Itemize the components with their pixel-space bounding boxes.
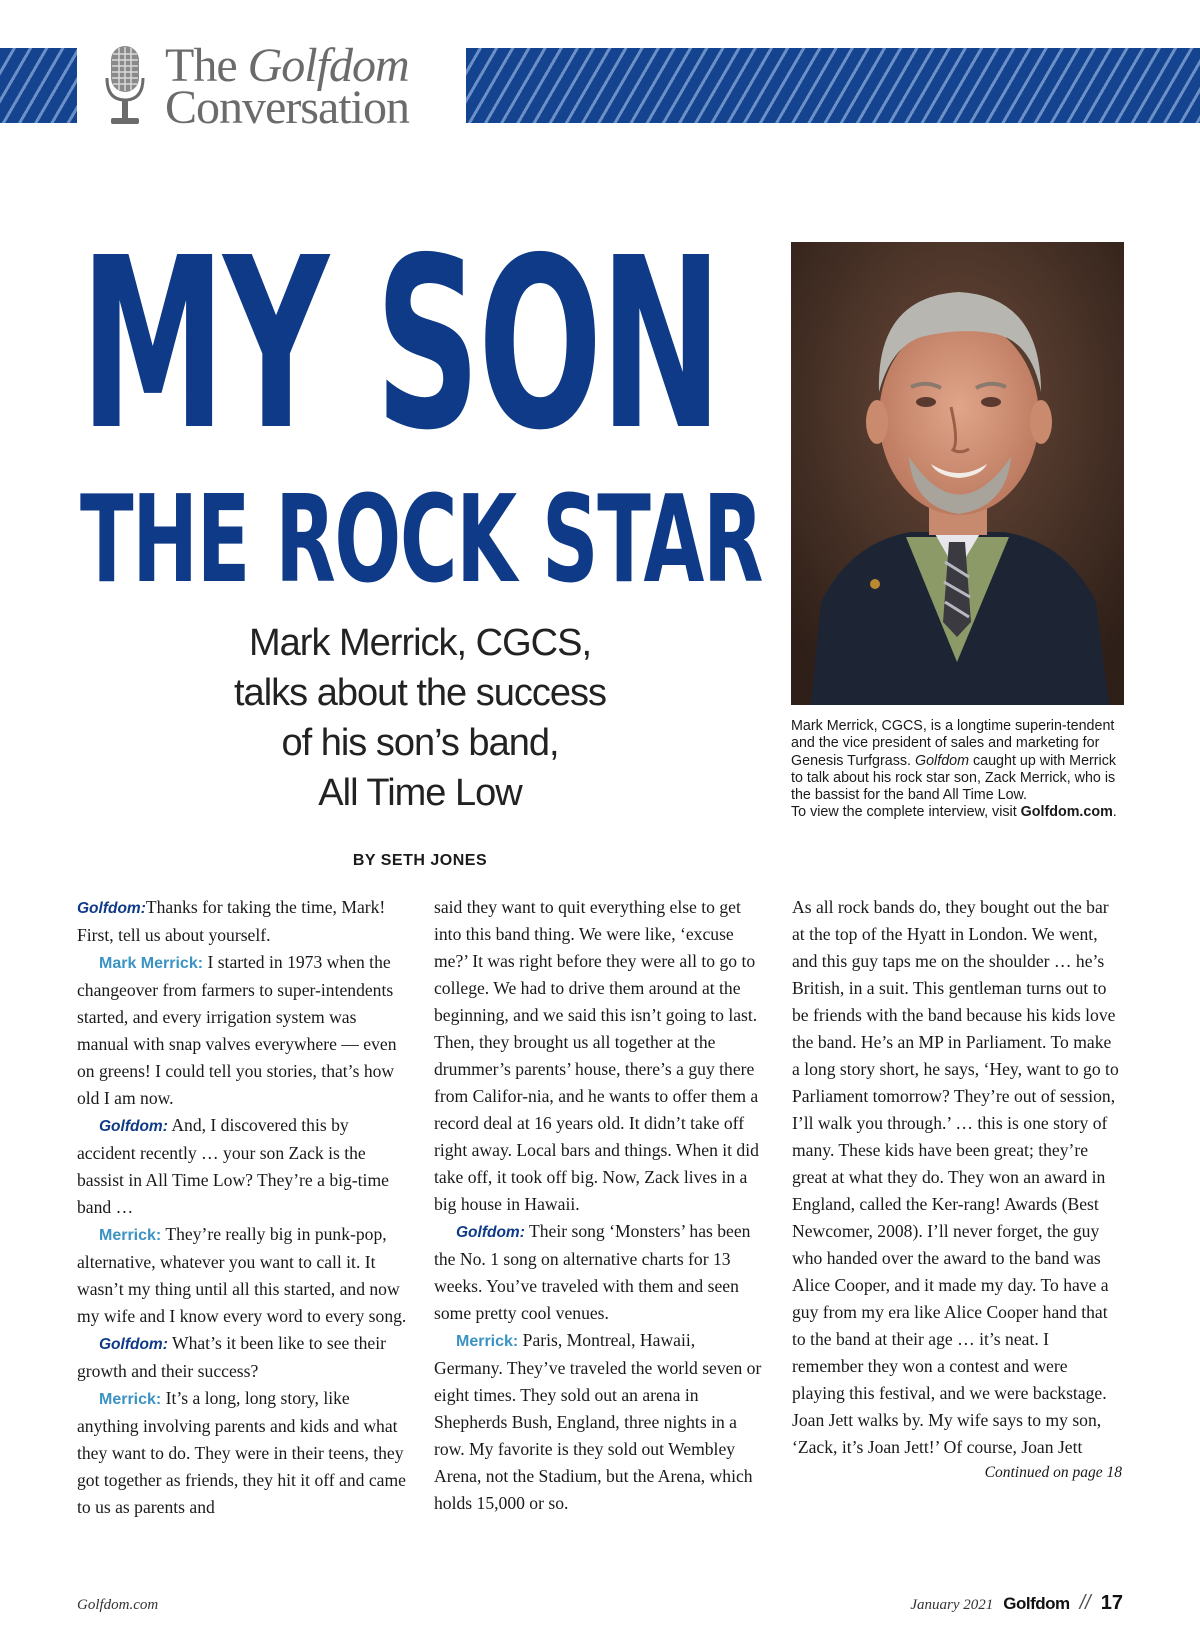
speaker-label: Golfdom: [77,900,146,917]
speaker-label: Mark Merrick: [99,955,204,972]
caption-magazine-name: Golfdom [914,752,970,769]
headline-line2: THE ROCK STAR [80,471,763,610]
paragraph: Merrick: Paris, Montreal, Hawaii, Germany. They’ve traveled the world seven or eight times. They sold out an arena in Shepherds Bush, England, three nights in a row. My favorite is they sold out Wembley Arena, not the Stadium, but the Arena, which holds 15,000 or so. [434,1330,762,1513]
header-stripe-band-right [466,48,1200,123]
logo-title-line2: Conversation [165,81,409,134]
footer-separator: // [1079,1592,1091,1614]
byline: BY SETH JONES [352,852,488,869]
continued-note: Continued on page 18 [984,1464,1122,1481]
paragraph: Golfdom: What’s it been like to see their growth and their success? [77,1333,386,1381]
speaker-label: Merrick: [99,1391,162,1408]
speaker-label: Golfdom: [99,1336,168,1353]
paragraph: Merrick: It’s a long, long story, like anything involving parents and kids and what they want to do. They were in their teens, they got together as friends, they hit it off and came to us as parents and [77,1388,406,1517]
deck-line3: of his son’s band, [281,722,559,764]
deck-line2: talks about the success [234,672,606,714]
paragraph: Golfdom: Their song ‘Monsters’ has been the No. 1 song on alternative charts for 13 weeks. You’ve traveled with them and seen some pretty cool venues. [434,1221,751,1323]
caption-text: Mark Merrick, CGCS, is a longtime superin-tendent and the vice president of sales and marketing for Genesis Turfgrass. [791,718,1115,769]
footer-website: Golfdom.com [77,1597,159,1613]
subheadline [180,618,660,818]
caption-text-2: caught up with Merrick to talk about his rock star son, Zack Merrick, who is the bassist for the band All Time Low. [791,752,1117,804]
header-stripe-band-left [0,48,77,123]
logo-title-line1: The Golfdom [165,39,409,92]
paragraph: Golfdom: And, I discovered this by accident recently … your son Zack is the bassist in All Time Low? They’re a big-time band … [77,1115,389,1217]
speaker-label: Golfdom: [456,1224,525,1241]
headline-line1: MY SON [80,207,720,482]
paragraph: Golfdom:Thanks for taking the time, Mark! First, tell us about yourself. [77,897,386,945]
article-column-2 [434,894,764,1517]
microphone-icon [103,44,147,128]
article-column-1 [77,894,407,1521]
paragraph: Merrick: They’re really big in punk-pop, alternative, whatever you want to call it. It wasn’t my thing until all this started, and now my wife and I know every word to every song. [77,1224,407,1326]
deck-line4: All Time Low [318,772,522,814]
photo-caption: Mark Merrick, CGCS, is a longtime superin-tendent and the vice president of sales and marketing for Genesis Turfgrass. Golfdom caught up with Merrick to talk about his rock star son, Zack Merrick, who is the bassist for the band All Time Low. To view the complete interview, visit Golfdom.com. [791,718,1117,821]
paragraph: Mark Merrick: I started in 1973 when the changeover from farmers to super-intendents started, and every irrigation system was manual with snap valves everywhere — even on greens! I could tell you stories, that’s how old I am now. [77,952,397,1108]
speaker-label: Merrick: [456,1333,519,1350]
portrait-photo [791,242,1124,705]
deck-line1: Mark Merrick, CGCS, [249,622,591,664]
caption-link[interactable]: Golfdom.com [1020,804,1113,821]
article-column-3 [792,894,1122,1485]
paragraph: said they want to quit everything else to get into this band thing. We were like, ‘excuse me?’ It was right before they were all to go to college. We had to drive them around at the beginning, and we said this isn’t going to last. Then, they brought us all together at the drummer’s parents’ house, there’s a guy there from Califor-nia, and he wants to offer them a record deal at 16 years old. It didn’t take off right away. Local bars and things. When it did take off, it took off big. Now, Zack lives in a big house in Hawaii. [434,897,759,1214]
section-logo [103,39,433,134]
page-number: 17 [1100,1592,1123,1614]
footer-folio [910,1592,1123,1615]
speaker-label: Merrick: [99,1227,162,1244]
footer-brand: Golfdom [1003,1594,1070,1613]
speaker-label: Golfdom: [99,1118,168,1135]
caption-text-3: To view the complete interview, visit [791,804,1017,821]
footer-date: January 2021 [910,1597,994,1613]
paragraph: As all rock bands do, they bought out the bar at the top of the Hyatt in London. We went, and this guy taps me on the shoulder … he’s British, in a suit. This gentleman turns out to be friends with the band because his kids love the band. He’s an MP in Parliament. To make a long story short, he says, ‘Hey, want to go to Parliament tomorrow? They’re out of session, I’ll walk you through.’ … this is one story of many. These kids have been great; they’re great at what they do. They won an award in England, called the Ker-rang! Awards (Best Newcomer, 2008). I’ll never forget, the guy who handed over the award to the band was Alice Cooper, and it made my day. To have a guy from my era like Alice Cooper hand that to the band at their age … it’s neat. I remember they won a contest and were playing this festival, and we were backstage. Joan Jett walks by. My wife says to my son, ‘Zack, it’s Joan Jett!’ Of course, Joan Jett [792,897,1119,1457]
